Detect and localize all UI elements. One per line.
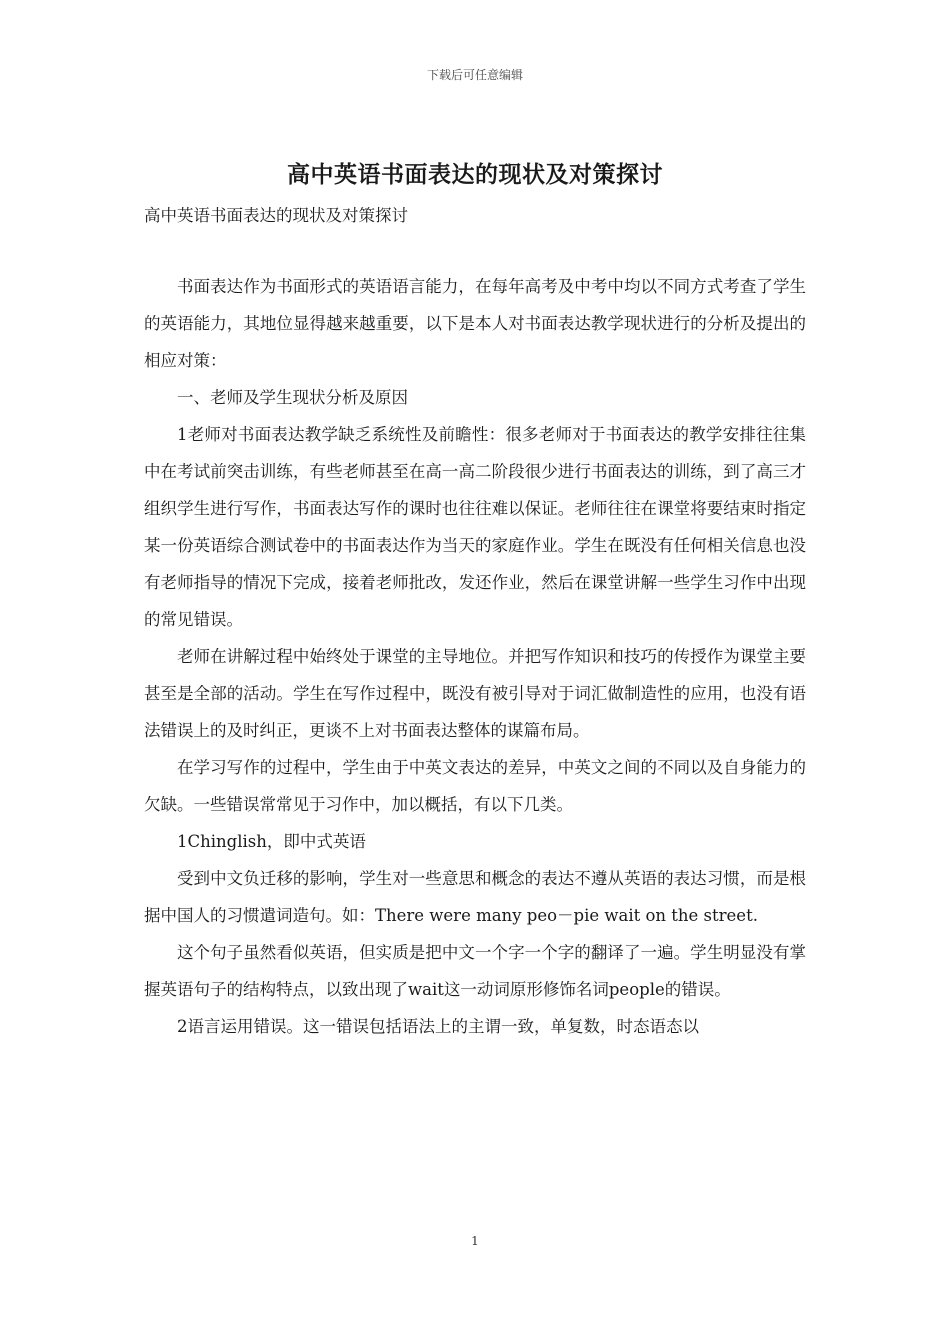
document-title: 高中英语书面表达的现状及对策探讨 (287, 161, 663, 188)
page-number: 1 (471, 1234, 479, 1248)
paragraph-student-errors: 在学习写作的过程中，学生由于中英文表达的差异，中英文之间的不同以及自身能力的欠缺。一些错误常常见于习作中，加以概括，有以下几类。 (144, 758, 806, 814)
section-heading: 一、老师及学生现状分析及原因 (177, 388, 408, 407)
paragraph-intro: 书面表达作为书面形式的英语语言能力，在每年高考及中考中均以不同方式考查了学生的英语能力，其地位显得越来越重要，以下是本人对书面表达教学现状进行的分析及提出的相应对策： (144, 277, 806, 370)
paragraph-teacher-issue: 1老师对书面表达教学缺乏系统性及前瞻性：很多老师对于书面表达的教学安排往往集中在考试前突击训练，有些老师甚至在高一高二阶段很少进行书面表达的训练，到了高三才组织学生进行写作，书面表达写作的课时也往往难以保证。老师往往在课堂将要结束时指定某一份英语综合测试卷中的书面表达作为当天的家庭作业。学生在既没有任何相关信息也没有老师指导的情况下完成，接着老师批改，发还作业，然后在课堂讲解一些学生习作中出现的常见错误。 (144, 425, 806, 629)
document-body (144, 268, 806, 1045)
paragraph-teacher-dominance: 老师在讲解过程中始终处于课堂的主导地位。并把写作知识和技巧的传授作为课堂主要甚至是全部的活动。学生在写作过程中，既没有被引导对于词汇做制造性的应用，也没有语法错误上的及时纠正，更谈不上对书面表达整体的谋篇布局。 (144, 647, 806, 740)
paragraph-chinglish-example: 受到中文负迁移的影响，学生对一些意思和概念的表达不遵从英语的表达习惯，而是根据中国人的习惯遣词造句。如：There were many peo－pie wait on the street. (144, 869, 806, 925)
paragraph-chinglish-analysis: 这个句子虽然看似英语，但实质是把中文一个字一个字的翻译了一遍。学生明显没有掌握英语句子的结构特点，以致出现了wait这一动词原形修饰名词people的错误。 (144, 943, 806, 999)
list-item-chinglish: 1Chinglish，即中式英语 (177, 832, 366, 851)
page-header: 下载后可任意编辑 (426, 68, 523, 82)
document-subtitle: 高中英语书面表达的现状及对策探讨 (144, 206, 408, 225)
list-item-language-errors: 2语言运用错误。这一错误包括语法上的主谓一致，单复数，时态语态以 (177, 1017, 699, 1036)
